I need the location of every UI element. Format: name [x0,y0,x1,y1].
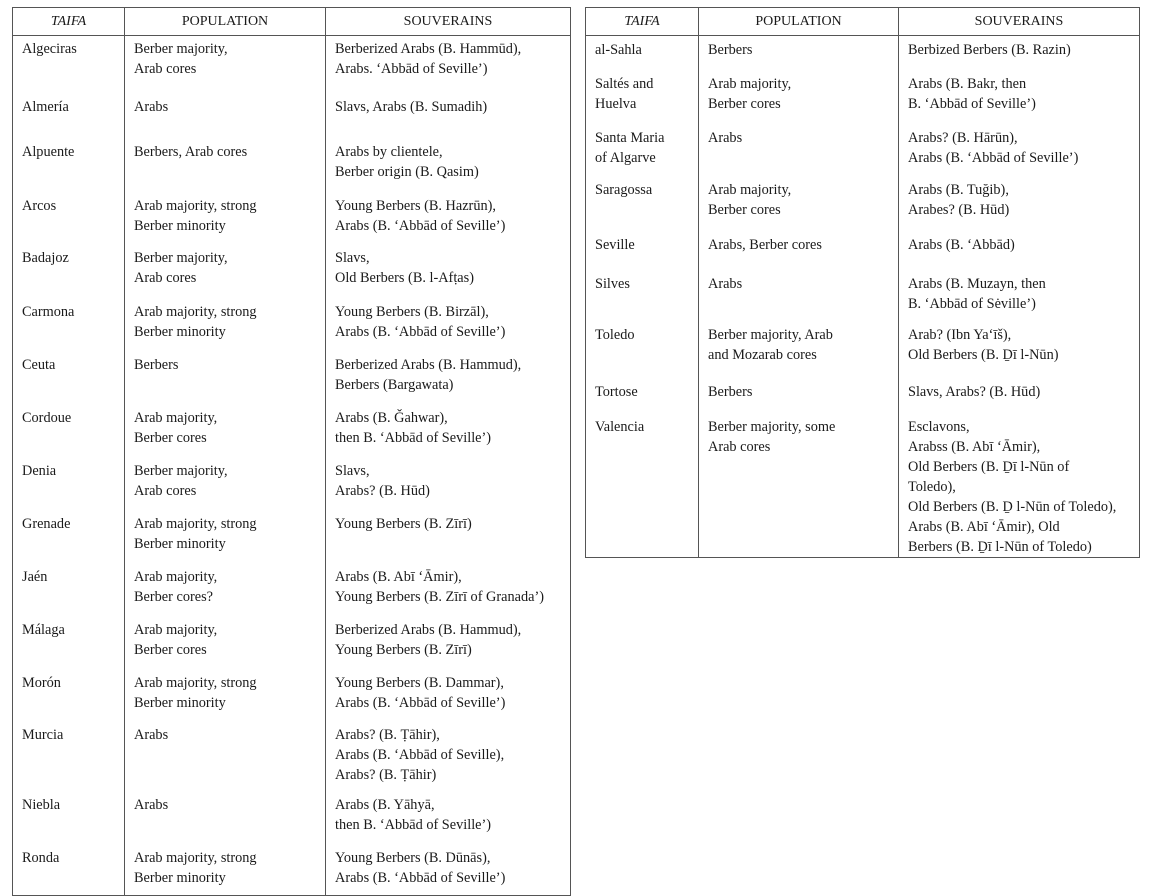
cell-souverains: Arabs (B. Muzayn, then B. ‘Abbād of Sėville’) [908,275,1046,312]
cell-population: Arabs [699,270,899,321]
header-taifa: TAIFA [586,8,699,36]
cell-population: Arabs [125,94,326,139]
table-row [13,845,571,896]
table-row [13,299,571,352]
header-souverains: SOUVERAINS [326,8,571,36]
cell-taifa: Jaén [13,564,125,617]
table-row [586,231,1140,270]
cell-souverains: Esclavons, Arabss (B. Abī ‘Āmir), Old Berbers (B. Ḏī l-Nūn of Toledo), Old Berbers (B. Ḏ l-Nūn of Toledo), Arabs (B. Abī ‘Āmir), Old Berbers (B. Ḏī l-Nūn of Toledo) [908,418,1117,555]
table-row [13,405,571,458]
table-row [586,124,1140,176]
cell-population: Arabs [699,124,899,176]
cell-population: Arab majority, strong Berber minority [125,299,326,352]
cell-taifa: Cordoue [13,405,125,458]
table-row [13,564,571,617]
cell-taifa: Badajoz [13,245,125,299]
cell-population: Berbers [699,378,899,413]
cell-taifa: Murcia [13,722,125,792]
cell-souverains: Arabs (B. Bakr, then B. ‘Abbād of Seville’) [908,75,1036,112]
cell-population: Arab majority, strong Berber minority [125,845,326,896]
cell-souverains: Arabs (B. Ǧahwar), then B. ‘Abbād of Seville’) [335,409,492,446]
cell-souverains: Young Berbers (B. Hazrūn), Arabs (B. ‘Abbād of Seville’) [335,197,506,234]
cell-souverains: Arabs (B. Abī ‘Āmir), Young Berbers (B. Zīrī of Granada’) [335,568,544,605]
cell-population: Arab majority, Berber cores [699,176,899,231]
cell-population: Berber majority, Arab cores [125,36,326,94]
cell-taifa: Saragossa [586,176,699,231]
table-row [13,670,571,722]
table-row [13,458,571,511]
header-population: POPULATION [699,8,899,36]
table-row [13,193,571,245]
cell-population: Berbers [699,36,899,70]
header-row [586,8,1140,36]
cell-souverains: Young Berbers (B. Zīrī) [335,515,472,532]
cell-souverains: Berberized Arabs (B. Hammūd), Arabs. ‘Abbād of Seville’) [335,41,522,77]
cell-taifa: Arcos [13,193,125,245]
table-row [586,70,1140,124]
cell-taifa: al-Sahla [586,36,699,70]
cell-souverains: Arabs (B. ‘Abbād) [908,236,1015,253]
cell-taifa: Ceuta [13,352,125,405]
cell-population: Arab majority, strong Berber minority [125,193,326,245]
cell-population: Arab majority, Berber cores? [125,564,326,617]
table-row [586,176,1140,231]
cell-souverains: Arabs? (B. Ṭāhir), Arabs (B. ‘Abbād of Seville), Arabs? (B. Ṭāhir) [335,726,505,783]
table-row [13,511,571,564]
table-row [586,413,1140,558]
cell-souverains: Arabs (B. Tuğib), Arabes? (B. Hūd) [908,181,1010,218]
cell-souverains: Berberized Arabs (B. Hammud), Young Berbers (B. Zīrī) [335,621,522,658]
cell-taifa: Almería [13,94,125,139]
table-row [13,36,571,94]
cell-taifa: Alpuente [13,139,125,193]
table-row [13,94,571,139]
cell-population: Arab majority, strong Berber minority [125,670,326,722]
cell-souverains: Slavs, Old Berbers (B. l-Afṭas) [335,249,474,286]
cell-population: Berber majority, Arab cores [125,245,326,299]
cell-population: Berber majority, some Arab cores [699,413,899,558]
cell-population: Berbers, Arab cores [125,139,326,193]
cell-taifa: Toledo [586,321,699,378]
table-row [13,722,571,792]
cell-taifa: Santa Maria of Algarve [586,124,699,176]
table-row [13,352,571,405]
cell-taifa: Saltés and Huelva [586,70,699,124]
cell-souverains: Slavs, Arabs? (B. Hūd) [335,462,430,499]
cell-taifa: Ronda [13,845,125,896]
cell-souverains: Arabs? (B. Hārūn), Arabs (B. ‘Abbād of Seville’) [908,129,1079,166]
cell-souverains: Young Berbers (B. Birzāl), Arabs (B. ‘Abbād of Seville’) [335,303,506,340]
cell-population: Berber majority, Arab and Mozarab cores [699,321,899,378]
cell-souverains: Slavs, Arabs? (B. Hūd) [908,383,1041,400]
cell-souverains: Young Berbers (B. Dūnās), Arabs (B. ‘Abbād of Seville’) [335,849,506,886]
cell-souverains: Arabs (B. Yāhyā, then B. ‘Abbād of Seville’) [335,796,492,833]
table-row [586,378,1140,413]
cell-taifa: Algeciras [13,36,125,94]
table-row [13,245,571,299]
cell-population: Arabs [125,792,326,845]
cell-population: Arabs, Berber cores [699,231,899,270]
table-row [586,321,1140,378]
cell-souverains: Slavs, Arabs (B. Sumadih) [335,98,488,115]
taifa-table-left [12,7,571,896]
table-row [586,36,1140,70]
header-row [13,8,571,36]
cell-population: Berber majority, Arab cores [125,458,326,511]
cell-taifa: Tortose [586,378,699,413]
cell-population: Arab majority, Berber cores [125,617,326,670]
cell-taifa: Niebla [13,792,125,845]
table-row [13,139,571,193]
cell-population: Arab majority, Berber cores [125,405,326,458]
cell-souverains: Young Berbers (B. Dammar), Arabs (B. ‘Abbād of Seville’) [335,674,506,711]
cell-taifa: Morón [13,670,125,722]
cell-taifa: Denia [13,458,125,511]
table-row [13,792,571,845]
cell-souverains: Berbized Berbers (B. Razin) [908,42,1071,58]
cell-taifa: Málaga [13,617,125,670]
header-taifa: TAIFA [13,8,125,36]
table-row [586,270,1140,321]
header-population: POPULATION [125,8,326,36]
cell-taifa: Grenade [13,511,125,564]
taifa-table-right [585,7,1140,558]
cell-souverains: Berberized Arabs (B. Hammud), Berbers (Bargawata) [335,356,522,393]
cell-taifa: Seville [586,231,699,270]
cell-taifa: Carmona [13,299,125,352]
cell-souverains: Arab? (Ibn Ya‘īš), Old Berbers (B. Ḏī l-Nūn) [908,326,1059,363]
header-souverains: SOUVERAINS [899,8,1140,36]
cell-taifa: Silves [586,270,699,321]
cell-population: Arab majority, Berber cores [699,70,899,124]
cell-souverains: Arabs by clientele, Berber origin (B. Qasim) [335,143,479,180]
table-row [13,617,571,670]
cell-population: Arab majority, strong Berber minority [125,511,326,564]
cell-population: Arabs [125,722,326,792]
cell-population: Berbers [125,352,326,405]
cell-taifa: Valencia [586,413,699,558]
